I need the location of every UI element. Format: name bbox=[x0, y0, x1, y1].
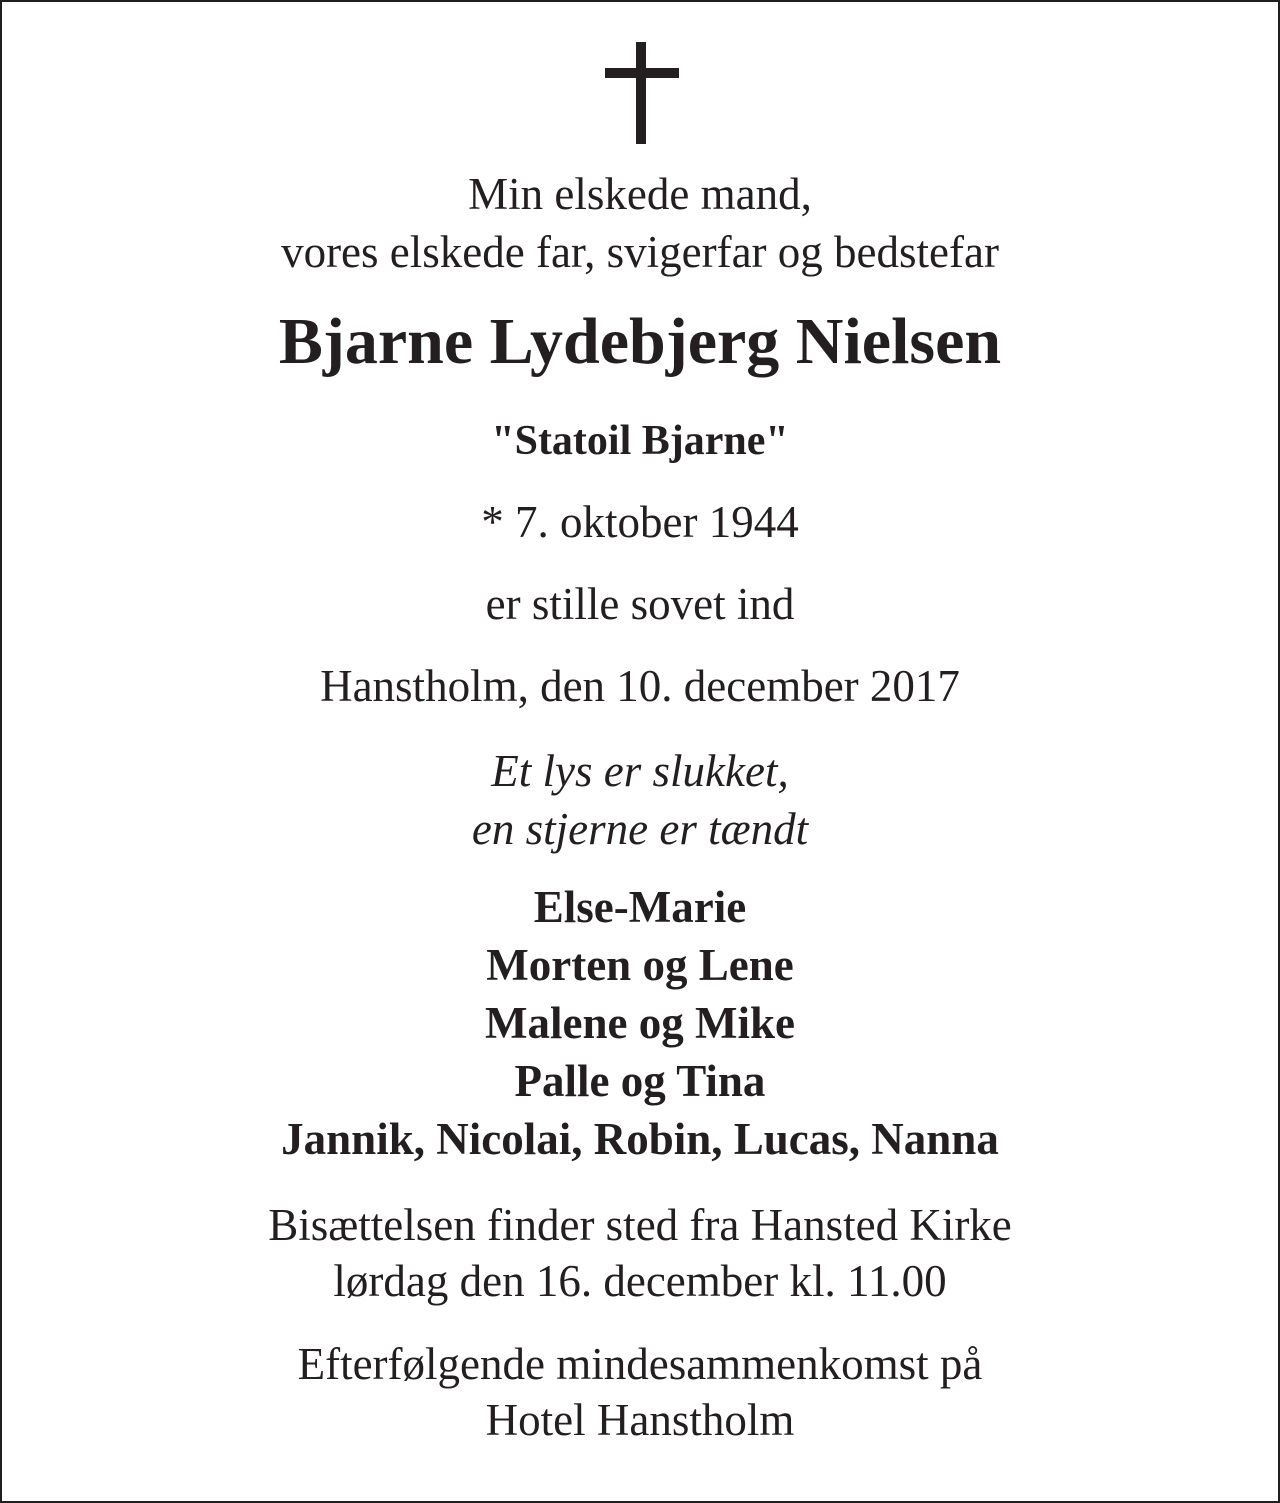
family-list bbox=[2, 878, 1278, 1168]
nickname: "Statoil Bjarne" bbox=[491, 418, 789, 464]
family-line: Morten og Lene bbox=[486, 940, 794, 990]
family-line: Palle og Tina bbox=[514, 1056, 766, 1106]
reception-line: Hotel Hanstholm bbox=[485, 1395, 795, 1445]
deceased-name: Bjarne Lydebjerg Nielsen bbox=[278, 305, 1002, 378]
service-line: Bisættelsen finder sted fra Hansted Kirke bbox=[268, 1200, 1012, 1250]
verse-line: en stjerne er tændt bbox=[471, 804, 809, 854]
intro-text bbox=[2, 165, 1278, 281]
verse bbox=[2, 742, 1278, 858]
passed-text: er stille sovet ind bbox=[485, 579, 795, 629]
verse-line: Et lys er slukket, bbox=[491, 746, 789, 796]
reception-info bbox=[2, 1336, 1278, 1448]
family-line: Jannik, Nicolai, Robin, Lucas, Nanna bbox=[281, 1114, 999, 1164]
funeral-service bbox=[2, 1197, 1278, 1309]
place-date: Hanstholm, den 10. december 2017 bbox=[320, 661, 960, 711]
family-line: Else-Marie bbox=[533, 882, 747, 932]
intro-line: Min elskede mand, bbox=[468, 169, 812, 219]
birth-date: * 7. oktober 1944 bbox=[481, 497, 799, 547]
intro-line: vores elskede far, svigerfar og bedstefar bbox=[281, 227, 999, 277]
reception-line: Efterfølgende mindesammenkomst på bbox=[297, 1339, 983, 1389]
service-line: lørdag den 16. december kl. 11.00 bbox=[333, 1256, 947, 1306]
family-line: Malene og Mike bbox=[485, 998, 795, 1048]
cross-icon bbox=[605, 42, 679, 144]
